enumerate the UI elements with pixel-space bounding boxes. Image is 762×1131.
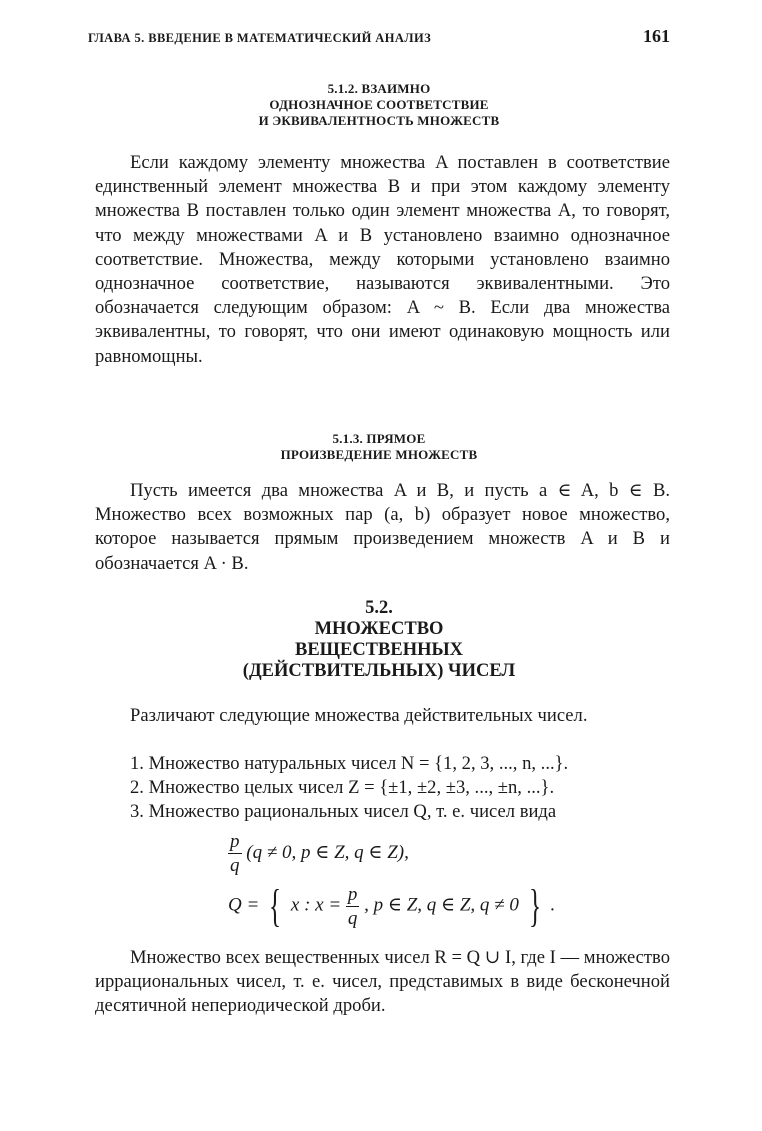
- paragraph-real-numbers: Множество всех вещественных чисел R = Q ∪ I, где I — множество иррациональных чисел, т. е. чисел, представимых в виде бесконечной десятичной непериодической дроби.: [95, 947, 670, 1017]
- numerator: p: [347, 883, 358, 905]
- chapter-title: ГЛАВА 5. ВВЕДЕНИЕ В МАТЕМАТИЧЕСКИЙ АНАЛИЗ: [88, 31, 432, 45]
- page-number: 161: [643, 26, 670, 46]
- fraction: [346, 885, 360, 928]
- heading-line: (ДЕЙСТВИТЕЛЬНЫХ) ЧИСЕЛ: [242, 661, 516, 681]
- numerator: p: [230, 831, 240, 852]
- denominator: q: [230, 855, 240, 876]
- set-variable: x : x =: [290, 894, 342, 916]
- right-brace: }: [528, 880, 541, 931]
- heading-line: 5.2.: [365, 598, 393, 618]
- heading-line: 5.1.2. ВЗАИМНО: [327, 81, 431, 96]
- heading-line: МНОЖЕСТВО: [314, 619, 444, 639]
- formula-fraction-condition: [228, 832, 409, 875]
- heading-line: ВЕЩЕСТВЕННЫХ: [294, 640, 464, 660]
- heading-line: ПРОИЗВЕДЕНИЕ МНОЖЕСТВ: [280, 447, 478, 462]
- formula-rational-set: [228, 880, 556, 931]
- set-condition: , p ∈ Z, q ∈ Z, q ≠ 0: [364, 894, 519, 916]
- condition-text: (q ≠ 0, p ∈ Z, q ∈ Z),: [246, 841, 409, 863]
- left-brace: {: [269, 880, 282, 931]
- list-item-natural: 1. Множество натуральных чисел N = {1, 2, 3, ..., n, ...}.: [130, 753, 569, 774]
- section-heading-5-2: [88, 598, 670, 682]
- formula-lhs: Q =: [228, 894, 260, 916]
- subsection-heading-5-1-3: [88, 431, 670, 463]
- list-item-integers: 2. Множество целых чисел Z = {±1, ±2, ±3, ..., ±n, ...}.: [130, 777, 555, 798]
- fraction: [228, 832, 242, 875]
- subsection-heading-5-1-2: [88, 81, 670, 129]
- paragraph-equivalence: Если каждому элементу множества A поставлен в соответствие единственный элемент множества B и при этом каждому элементу множества B поставлен только один элемент множества A, то говорят, что между множествами A и B установлено взаимно однозначное соответствие. Множества, между которыми установлено взаимно однозначное соответствие, называются эквивалентными. Это обозначается следующим образом: A ~ B. Если два множества эквивалентны, то говорят, что они имеют одинаковую мощность или равномощны.: [95, 152, 670, 367]
- paragraph-direct-product: Пусть имеется два множества A и B, и пусть a ∈ A, b ∈ B. Множество всех возможных пар (a, b) образует новое множество, которое называется прямым произведением множеств A и B и обозначается A · B.: [95, 480, 670, 574]
- heading-line: ОДНОЗНАЧНОЕ СООТВЕТСТВИЕ: [269, 97, 489, 112]
- heading-line: И ЭКВИВАЛЕНТНОСТЬ МНОЖЕСТВ: [258, 113, 500, 128]
- list-item-rationals: 3. Множество рациональных чисел Q, т. е. чисел вида: [130, 801, 557, 822]
- running-header: [88, 26, 670, 50]
- denominator: q: [347, 907, 358, 929]
- heading-line: 5.1.3. ПРЯМОЕ: [332, 431, 426, 446]
- paragraph-intro: Различают следующие множества действительных чисел.: [130, 705, 588, 726]
- formula-end: .: [550, 894, 556, 916]
